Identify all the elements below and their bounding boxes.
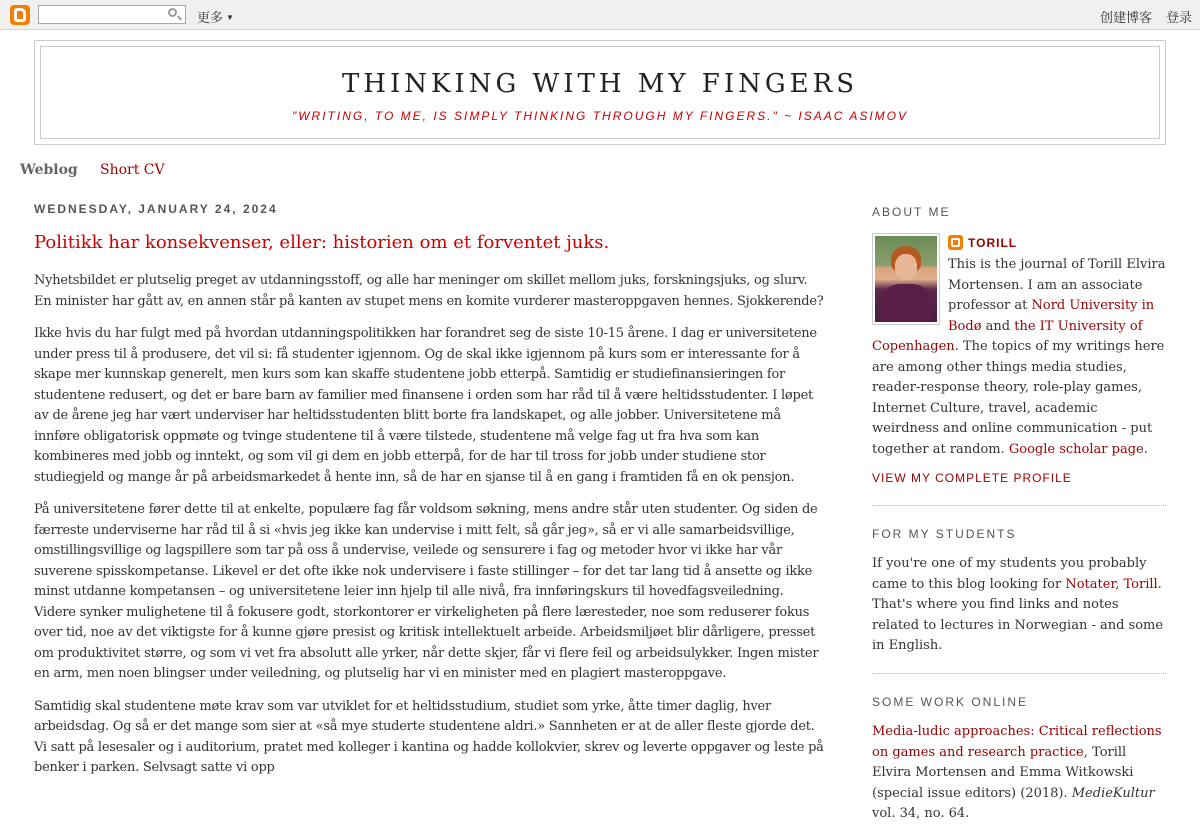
- blog-header-inner: [40, 46, 1160, 139]
- post-date: WEDNESDAY, JANUARY 24, 2024: [34, 202, 278, 216]
- about-me-widget: [872, 202, 1166, 506]
- about-text: This is the journal of Torill Elvira Mortensen. I am an associate professor at: [948, 257, 1166, 313]
- search-icon[interactable]: [168, 8, 177, 17]
- students-text-part: If you're one of my students you probably came to this blog looking for: [872, 556, 1147, 592]
- media-ludic-link[interactable]: Media-ludic approaches: Critical reflections on games and research practice: [872, 724, 1162, 760]
- post-paragraph: Nyhetsbildet er plutselig preget av utdanningsstoff, og alle har meninger om skillet mellom juks, forskningsjuks, og slurv. En minister har gått av, en annen står på kanten av stupet mens en komite vurderer masteroppgaven hennes. Sjokkerende?: [34, 273, 824, 309]
- post-paragraph: Ikke hvis du har fulgt med på hvordan utdanningspolitikken har forandret seg de siste 10-15 årene. I dag er universitetene under press til å produsere, det vil si: få studenter igjennom. Og de skal ikke igjennom på kurs som er interessante for å skape mer kunnskap generelt, men kurs som kan skaffe studentene jobb etterpå. Samtidig er studiefinansieringen for studentene redusert, og det er bare barn av familier med finansene i orden som har råd til å være heltidsstudenter. I løpet av de årene jeg har vært underviser har heltidsstudenten blitt borte fra landskapet, og alle jobber. Universitetene må innføre obligatorisk oppmøte og tvinge studentene til å være tilstede, studentene må velge fag ut fra hva som kan kombineres med jobb og inntekt, og som vil gi dem en jobb etterpå, for de har til tross for jobb under studiene stor studiegjeld og mange år på arbeidsmarkedet å hente inn, så de har en sjanse til å en gang i framtiden få en ok pensjon.: [34, 326, 817, 485]
- work-entry: [872, 722, 1166, 825]
- login-link[interactable]: 登录: [1166, 10, 1193, 25]
- students-text-part: . That's where you find links and notes related to lectures in Norwegian - and some in English.: [872, 576, 1164, 653]
- post-title[interactable]: Politikk har konsekvenser, eller: historien om et forventet juks.: [34, 232, 610, 253]
- about-text: .: [1143, 441, 1148, 457]
- about-text: . The topics of my writings here are among other things media studies, reader-response theory, role-play games, Internet Culture, travel, academic weirdness and online communication - put together at random.: [872, 339, 1165, 457]
- profile-name-link[interactable]: [948, 233, 1166, 254]
- google-scholar-link[interactable]: Google scholar page: [1008, 441, 1144, 457]
- about-text: and: [981, 318, 1015, 334]
- blog-title[interactable]: THINKING WITH MY FINGERS: [341, 69, 859, 99]
- create-blog-link[interactable]: 创建博客: [1100, 10, 1153, 25]
- some-work-online-widget: [872, 692, 1166, 825]
- journal-name: MedieKultur: [1071, 785, 1155, 801]
- work-text: vol. 34, no. 64.: [872, 806, 970, 821]
- sidebar: [872, 202, 1166, 825]
- blogger-profile-icon: [948, 235, 963, 250]
- blog-description: "WRITING, TO ME, IS SIMPLY THINKING THROUGH MY FINGERS." ~ ISAAC ASIMOV: [291, 109, 909, 123]
- profile-photo[interactable]: [872, 233, 940, 325]
- blog-header: [34, 40, 1166, 145]
- post-paragraph: På universitetene fører dette til at enkelte, populære fag får voldsom søkning, mens andre står uten studenter. Og siden de færreste underviserne har råd til å si «hvis jeg ikke kan undervise i mitt felt, så går jeg», så er vi alle samarbeidsvillige, omstillingsvillige og lagspillere som tar på oss å undervise, veilede og sensurere i fag og metoder hvor vi ikke har vår suverene spisskompetanse. Likevel er det ofte ikke nok undervisere i faste stillinger – for det tar lang tid å ansette og ikke minst utdanne kompetansen – og universitetene leier inn hjelp til alle nivå, fra innføringskurs til hovedfagsveiledning. Videre synker mulighetene til å fokusere godt, storkontorer er virkeligheten på flere læresteder, noe som reduserer fokus over tid, noe av det viktigste for å kunne gjøre presist og kritisk intellektuelt arbeide. Arbeidsmiljøet blir dårligere, presset om produktivitet større, og som vi vet fra absolutt alle yrker, når dette skjer, får vi flere feil og arbeidsulykker. Ingen mister en arm, men noen blingser under veiledning, og plutselig har vi en minister med en plagiert masteroppgave.: [34, 502, 819, 681]
- work-text: , Torill Elvira Mortensen and Emma Witkowski (special issue editors) (2018).: [872, 744, 1134, 801]
- about-me-title: ABOUT ME: [872, 205, 951, 219]
- blogger-navbar: [0, 0, 1200, 30]
- nord-university-link[interactable]: Nord University in Bodø: [948, 298, 1155, 334]
- view-profile-link[interactable]: VIEW MY COMPLETE PROFILE: [872, 471, 1072, 485]
- more-menu[interactable]: [197, 7, 234, 26]
- main-column: [34, 202, 826, 791]
- students-text: [872, 554, 1166, 657]
- navbar-search-input[interactable]: [38, 5, 186, 24]
- blogger-logo-icon[interactable]: [10, 5, 30, 25]
- itu-copenhagen-link[interactable]: the IT University of Copenhagen: [872, 318, 1143, 354]
- notater-link[interactable]: Notater, Torill: [1065, 576, 1158, 592]
- some-work-online-title: SOME WORK ONLINE: [872, 694, 1029, 709]
- post-body: [34, 271, 826, 779]
- profile-name: TORILL: [968, 235, 1018, 250]
- tab-weblog[interactable]: Weblog: [20, 162, 78, 178]
- tab-short-cv[interactable]: Short CV: [100, 162, 165, 178]
- more-label: 更多: [197, 10, 224, 25]
- post-paragraph: Samtidig skal studentene møte krav som var utviklet for et heltidsstudium, studiet som yrke, åtte timer daglig, hver arbeidsdag. Og så er det mange som sier at «så mye studerte studentene aldri.» Sannheten er at de aller fleste gjorde det. Vi satt på lesesaler og i auditorium, pratet med kolleger i kantina og hadde kollokvier, skrev og leverte oppgaver og leste på benker i parken. Selvsagt satte vi opp: [34, 698, 824, 775]
- caret-down-icon: ▼: [226, 13, 234, 22]
- for-my-students-title: FOR MY STUDENTS: [872, 526, 1017, 541]
- for-my-students-widget: [872, 524, 1166, 674]
